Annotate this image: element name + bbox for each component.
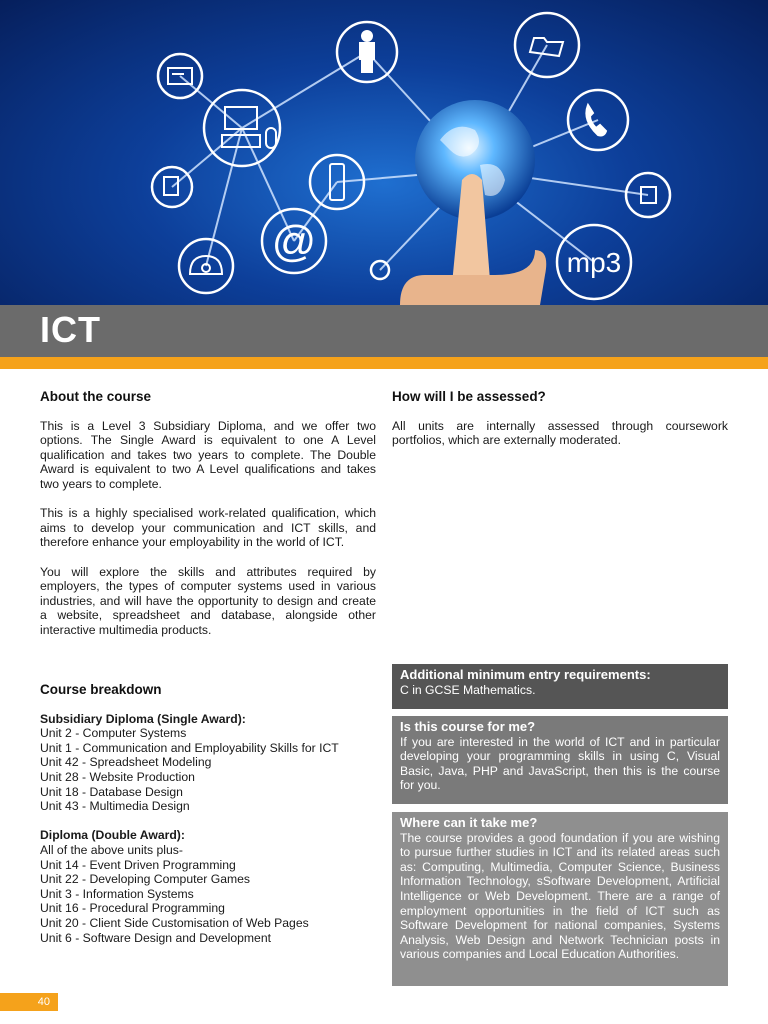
double-award-units [40, 843, 376, 945]
course-breakdown-section [40, 683, 376, 960]
list-item: Unit 18 - Database Design [40, 784, 183, 799]
assessment-heading: How will I be assessed? [392, 389, 546, 404]
assessment-section [392, 390, 728, 462]
at-symbol: @ [271, 217, 317, 266]
list-item: Unit 28 - Website Production [40, 769, 195, 784]
list-item: Unit 1 - Communication and Employability Skills for ICT [40, 740, 339, 755]
single-award-heading: Subsidiary Diploma (Single Award): [40, 711, 246, 726]
network-graphic [0, 0, 768, 305]
about-heading: About the course [40, 389, 152, 404]
accent-strip [0, 357, 768, 369]
single-award-units [40, 726, 376, 814]
list-item: Unit 22 - Developing Computer Games [40, 872, 250, 887]
about-paragraph-1: This is a Level 3 Subsidiary Diploma, and we offer two options. The Single Award is equivalent to one A Level qualification and takes two years to complete. The Double Award is equivalent to two A Level qualifications and takes two years to complete. [40, 418, 376, 491]
breakdown-heading: Course breakdown [40, 682, 162, 697]
where-can-it-take-me-box [392, 812, 728, 986]
list-item: Unit 6 - Software Design and Development [40, 930, 272, 945]
list-item: Unit 14 - Event Driven Programming [40, 857, 236, 872]
list-item: Unit 43 - Multimedia Design [40, 799, 190, 814]
entry-text: C in GCSE Mathematics. [400, 682, 536, 697]
for-me-heading: Is this course for me? [400, 719, 536, 734]
list-item: Unit 42 - Spreadsheet Modeling [40, 755, 212, 770]
entry-heading: Additional minimum entry requirements: [400, 667, 651, 682]
for-me-text: If you are interested in the world of ICT and in particular developing your programming skills in using C, Visual Basic, Java, PHP and JavaScript, then this is the course for you. [400, 734, 720, 793]
title-bar [0, 305, 768, 357]
about-section [40, 390, 376, 652]
assessment-text: All units are internally assessed through coursework portfolios, which are externally moderated. [392, 418, 728, 448]
list-item: Unit 3 - Information Systems [40, 886, 194, 901]
entry-requirements-box [392, 664, 728, 709]
double-award-heading: Diploma (Double Award): [40, 828, 185, 843]
page-title: ICT [40, 309, 101, 350]
course-for-me-box [392, 716, 728, 804]
page-number: 40 [0, 993, 58, 1011]
about-paragraph-2: This is a highly specialised work-related qualification, which aims to develop your communication and ICT skills, and therefore enhance your employability in the world of ICT. [40, 506, 376, 550]
take-me-text: The course provides a good foundation if you are wishing to pursue further studies in ICT and its related areas such as: Computing, Multimedia, Computer Science, Business Information Technology, sSoftware Development, Artificial Intelligence or Web Development. There are a range of employment opportunities in the field of ICT such as Software Development for national companies, Systems Analysis, Web Design and Network Technician posts in various companies and Local Education Authorities. [400, 830, 720, 962]
list-item: Unit 20 - Client Side Customisation of Web Pages [40, 915, 309, 930]
take-me-heading: Where can it take me? [400, 815, 538, 830]
list-item: Unit 2 - Computer Systems [40, 726, 187, 741]
hero-illustration [0, 0, 768, 305]
list-item: Unit 16 - Procedural Programming [40, 901, 225, 916]
list-item: All of the above units plus- [40, 842, 183, 857]
about-paragraph-3: You will explore the skills and attributes required by employers, the types of computer systems used in various industries, and will have the opportunity to design and create a website, spreadsheet and database, alongside other interactive multimedia products. [40, 564, 376, 637]
mp3-label: mp3 [566, 247, 622, 278]
